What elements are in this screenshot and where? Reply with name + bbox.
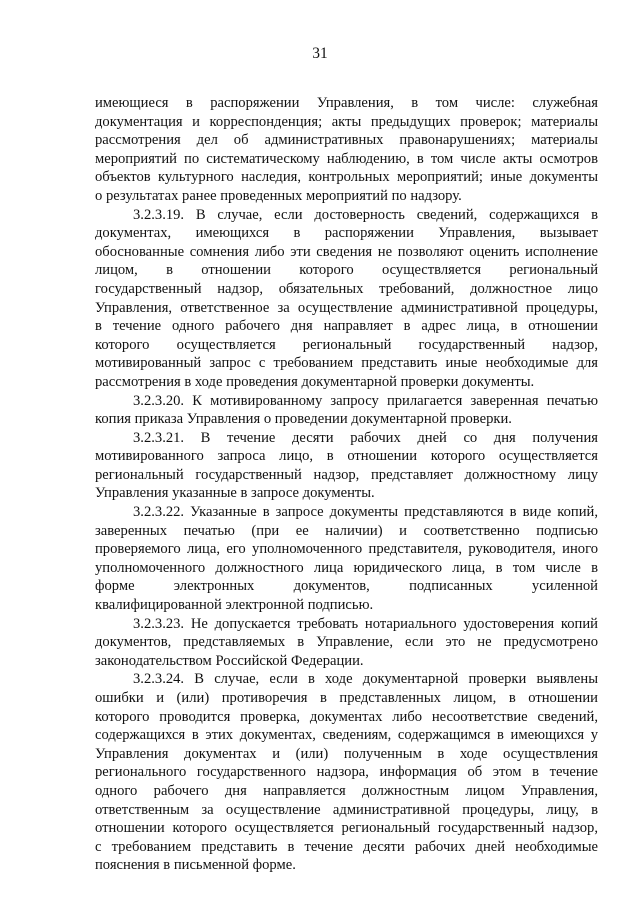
paragraph — [95, 429, 598, 503]
paragraph — [95, 503, 598, 615]
text-line: региональный государственный надзор, представляет должностному лицу — [95, 466, 598, 483]
text-line: ответственным за осуществление административной процедуры, лицу, в — [95, 801, 598, 818]
text-line: которого осуществляется региональный государственный надзор, — [95, 336, 598, 353]
text-line: 3.2.3.21. В течение десяти рабочих дней со дня получения — [133, 429, 598, 446]
text-line: 3.2.3.23. Не допускается требовать нотариального удостоверения копий — [133, 615, 598, 632]
text-line: заверенных печатью (при ее наличии) и соответственно подписью — [95, 522, 598, 539]
text-line: документов, представляемых в Управление, если это не предусмотрено — [95, 634, 598, 651]
text-line: которого проводится проверка, документах либо несоответствие сведений, — [95, 708, 598, 725]
text-line: объектов культурного наследия, контрольных мероприятий; иные документы — [95, 169, 598, 186]
text-line: имеющиеся в распоряжении Управления, в том числе: служебная — [95, 95, 598, 111]
text-line: регионального государственного надзора, информация об этом в течение — [95, 764, 598, 781]
text-line: законодательством Российской Федерации. — [95, 652, 364, 669]
text-line: документация и корреспонденция; акты предыдущих проверок; материалы — [95, 113, 598, 130]
text-line: Управления указанные в запросе документы. — [95, 485, 375, 502]
text-line: мероприятий по систематическому наблюдению, в том числе акты осмотров — [95, 150, 598, 167]
text-line: 3.2.3.24. В случае, если в ходе документарной проверки выявлены — [133, 671, 598, 688]
paragraph — [95, 206, 598, 392]
text-line: Управления, ответственное за осуществление административной процедуры, — [95, 299, 598, 316]
text-line: в течение одного рабочего дня направляет в адрес лица, в отношении — [95, 318, 598, 335]
text-line: одного рабочего дня направляется должностным лицом Управления, — [95, 782, 598, 799]
text-line: о результатах ранее проведенных мероприятий по надзору. — [95, 187, 462, 204]
text-line: содержащихся в этих документах, сведениям, содержащимся в имеющихся у — [95, 727, 598, 744]
text-line: ошибки и (или) противоречия в представленных лицом, в отношении — [95, 690, 598, 706]
text-line: пояснения в письменной форме. — [95, 857, 296, 874]
text-line: квалифицированной электронной подписью. — [95, 597, 374, 614]
text-line: проверяемого лица, его уполномоченного представителя, руководителя, иного — [95, 541, 598, 558]
paragraph — [95, 392, 598, 429]
page-number: 31 — [312, 45, 328, 62]
text-line: государственный надзор, обязательных требований, должностное лицо — [95, 280, 598, 297]
text-line: рассмотрения в ходе проведения документарной проверки документы. — [95, 373, 535, 390]
text-line: 3.2.3.19. В случае, если достоверность сведений, содержащихся в — [133, 206, 598, 223]
text-line: с требованием представить в течение десяти рабочих дней необходимые — [95, 838, 598, 855]
text-line: отношении которого осуществляется региональный государственный надзор, — [95, 820, 598, 837]
text-line: Управления документах и (или) полученным в ходе осуществления — [95, 745, 598, 762]
paragraph — [95, 94, 598, 206]
text-line: 3.2.3.20. К мотивированному запросу прилагается заверенная печатью — [133, 392, 598, 409]
text-line: мотивированный запрос с требованием представить иные необходимые для — [95, 355, 598, 372]
paragraph — [95, 615, 598, 671]
text-line: 3.2.3.22. Указанные в запросе документы представляются в виде копий, — [133, 504, 598, 521]
text-line: обоснованные сомнения либо эти сведения не позволяют оценить исполнение — [95, 243, 598, 260]
text-line: мотивированного запроса лицо, в отношении которого осуществляется — [95, 448, 598, 465]
text-line: рассмотрения дел об административных правонарушениях; материалы — [95, 132, 598, 149]
text-line: форме электронных документов, подписанных усиленной — [95, 578, 598, 595]
document-body — [95, 94, 598, 875]
paragraph — [95, 670, 598, 875]
text-line: копия приказа Управления о проведении документарной проверки. — [95, 411, 512, 428]
text-line: лицом, в отношении которого осуществляется региональный — [95, 262, 598, 279]
text-line: документах, имеющихся в распоряжении Управления, вызывает — [95, 225, 598, 242]
text-line: уполномоченного должностного лица юридического лица, в том числе в — [95, 559, 598, 576]
